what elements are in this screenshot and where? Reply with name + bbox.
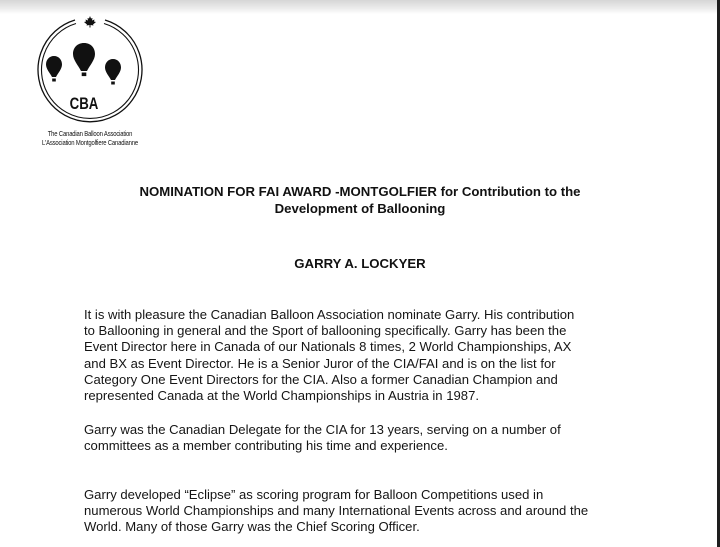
logo-caption-french: L'Association Montgolfiere Canadianne — [42, 138, 138, 147]
paragraph-eclipse: Garry developed “Eclipse” as scoring program for Balloon Competitions used in numerous World Championships and many International Events across and around the World. Many of those Garry was the Chief Scoring Officer. — [84, 487, 589, 535]
maple-leaf-icon — [84, 16, 96, 28]
logo-caption-english: The Canadian Balloon Association — [47, 129, 133, 138]
hot-air-balloon-icon — [73, 43, 95, 76]
logo-emblem — [28, 14, 152, 134]
logo-initials: CBA — [69, 94, 99, 114]
nominee-name: GARRY A. LOCKYER — [294, 256, 426, 271]
document-title — [100, 183, 620, 217]
viewer-top-shadow — [0, 0, 720, 14]
logo-caption — [33, 129, 148, 147]
paragraph-introduction: It is with pleasure the Canadian Balloon Association nominate Garry. His contribution to Ballooning in general and the Sport of ballooning specifically. Garry has been the Event Director here in Canada of our Nationals 8 times, 2 World Championships, AX and BX as Event Director. He is a Senior Juror of the CIA/FAI and is on the list for Category One Event Directors for the CIA. Also a former Canadian Champion and represented Canada at the World Championships in Austria in 1987. — [84, 307, 575, 404]
document-title-line1: NOMINATION FOR FAI AWARD -MONTGOLFIER for Contribution to the — [139, 184, 581, 199]
document-title-line2: Development of Ballooning — [274, 201, 446, 216]
hot-air-balloon-icon — [46, 56, 62, 82]
hot-air-balloon-icon — [105, 59, 121, 85]
paragraph-delegate: Garry was the Canadian Delegate for the CIA for 13 years, serving on a number of committees as a member contributing his time and experience. — [84, 422, 561, 454]
